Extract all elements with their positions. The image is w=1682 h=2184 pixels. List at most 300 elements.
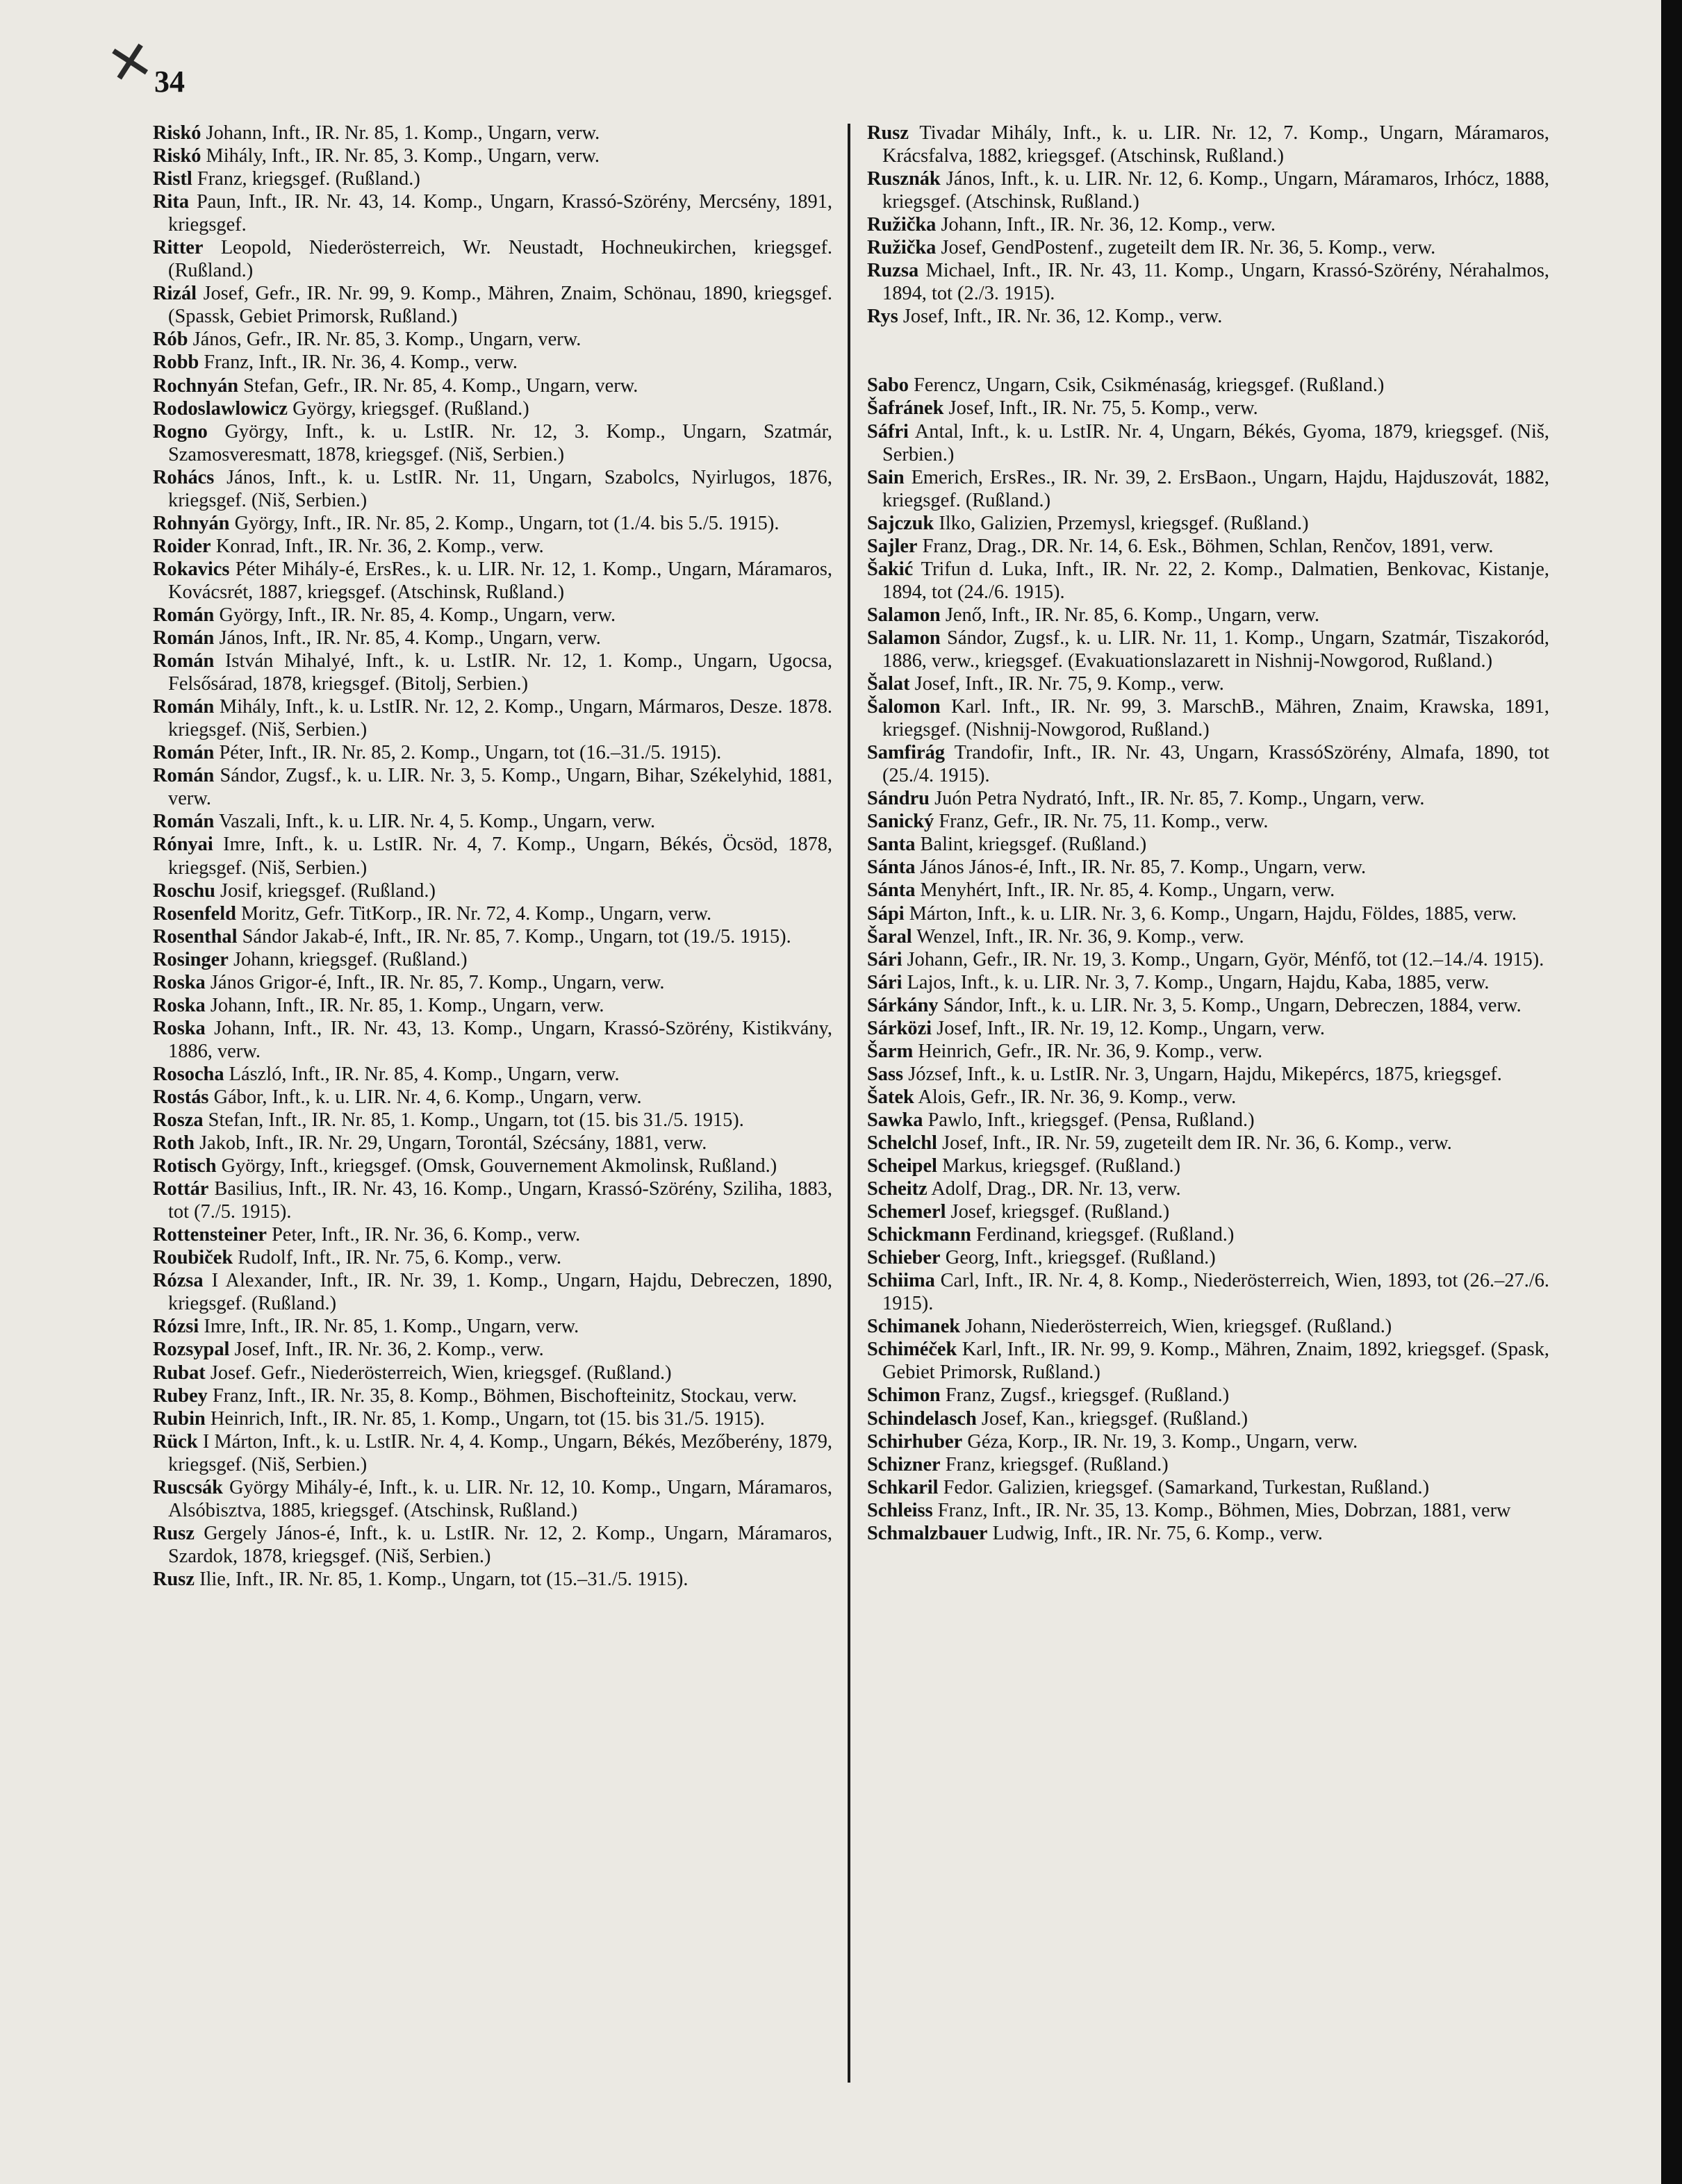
entry-surname: Rosza — [153, 1109, 204, 1132]
entry-surname: Rosenthal — [153, 925, 238, 948]
entry-surname: Robb — [153, 351, 199, 374]
entry-surname: Santa — [867, 834, 916, 856]
entry-details: Johann, kriegsgef. (Rußland.) — [233, 948, 468, 970]
entry-details: János, Inft., k. u. LIR. Nr. 12, 6. Komp., Ungarn, Máramaros, Irhócz, 1888, kriegsgef. (Atschinsk, Rußland.) — [882, 168, 1549, 213]
entry-details: Vaszali, Inft., k. u. LIR. Nr. 4, 5. Komp., Ungarn, verw. — [218, 811, 656, 833]
entry-surname: Ritter — [153, 237, 204, 259]
page-number: 34 — [154, 65, 185, 99]
register-entry — [867, 374, 1549, 397]
entry-surname: Sárközi — [867, 1017, 932, 1039]
register-entry — [867, 810, 1549, 833]
entry-surname: Rusz — [867, 122, 909, 144]
entry-surname: Riskó — [153, 145, 201, 167]
scan-edge — [1661, 0, 1682, 2184]
register-entry — [153, 167, 832, 190]
register-entry — [153, 1246, 832, 1269]
entry-surname: Ristl — [153, 168, 192, 190]
entry-surname: Schleiss — [867, 1499, 933, 1521]
entry-details: Stefan, Inft., IR. Nr. 85, 1. Komp., Ungarn, tot (15. bis 31./5. 1915). — [208, 1109, 744, 1132]
register-entry — [867, 1177, 1549, 1200]
register-entry — [867, 787, 1549, 810]
entry-details: Gábor, Inft., k. u. LIR. Nr. 4, 6. Komp., Ungarn, verw. — [213, 1086, 642, 1108]
entry-surname: Sári — [867, 971, 902, 993]
entry-surname: Rosocha — [153, 1063, 224, 1085]
entry-surname: Ruscsák — [153, 1476, 223, 1498]
register-entry — [867, 1086, 1549, 1109]
register-entry — [867, 167, 1549, 213]
entry-details: Géza, Korp., IR. Nr. 19, 3. Komp., Ungarn, verw. — [967, 1430, 1358, 1453]
entry-details: Imre, Inft., IR. Nr. 85, 1. Komp., Ungarn, verw. — [204, 1316, 579, 1338]
section-gap — [867, 328, 1549, 374]
entry-surname: Román — [153, 627, 215, 650]
entry-surname: Schizner — [867, 1453, 941, 1475]
entry-details: Gergely János-é, Inft., k. u. LstIR. Nr. 12, 2. Komp., Ungarn, Máramaros, Szardok, 1878, kriegsgef. (Niš, Serbien.) — [168, 1522, 832, 1567]
entry-surname: Roubiček — [153, 1247, 233, 1269]
entry-surname: Rusz — [153, 1568, 195, 1590]
entry-details: Josef. Gefr., Niederösterreich, Wien, kriegsgef. (Rußland.) — [210, 1362, 672, 1384]
register-entry — [153, 925, 832, 948]
register-entry — [153, 1384, 832, 1407]
entry-details: Josef, Inft., IR. Nr. 19, 12. Komp., Ungarn, verw. — [937, 1017, 1325, 1039]
entry-surname: Schmalzbauer — [867, 1522, 988, 1544]
entry-surname: Sajczuk — [867, 512, 934, 534]
entry-details: Adolf, Drag., DR. Nr. 13, verw. — [931, 1178, 1181, 1200]
entry-surname: Sáfri — [867, 420, 909, 442]
entry-details: Tivadar Mihály, Inft., k. u. LIR. Nr. 12, 7. Komp., Ungarn, Máramaros, Krácsfalva, 1882, kriegsgef. (Atschinsk, Rußland.) — [882, 122, 1549, 167]
entry-details: Johann, Inft., IR. Nr. 43, 13. Komp., Ungarn, Krassó-Szörény, Kistikvány, 1886, verw. — [168, 1017, 832, 1062]
right-column-r-entries — [867, 122, 1549, 328]
register-entry — [153, 236, 832, 282]
register-entry — [867, 604, 1549, 627]
entry-details: József, Inft., k. u. LstIR. Nr. 3, Ungarn, Hajdu, Mikepércs, 1875, kriegsgef. — [908, 1063, 1502, 1085]
register-entry — [867, 1453, 1549, 1476]
entry-details: Georg, Inft., kriegsgef. (Rußland.) — [945, 1247, 1216, 1269]
entry-details: Johann, Niederösterreich, Wien, kriegsgef. (Rußland.) — [965, 1316, 1392, 1338]
register-entry — [867, 1269, 1549, 1315]
entry-details: Johann, Inft., IR. Nr. 85, 1. Komp., Ungarn, verw. — [206, 122, 600, 144]
register-entry — [153, 1476, 832, 1522]
entry-surname: Rusz — [153, 1522, 195, 1544]
entry-details: Franz, Gefr., IR. Nr. 75, 11. Komp., verw. — [939, 811, 1269, 833]
entry-details: Josef, Inft., IR. Nr. 59, zugeteilt dem IR. Nr. 36, 6. Komp., verw. — [942, 1132, 1452, 1154]
entry-surname: Ružička — [867, 214, 937, 236]
entry-surname: Rubin — [153, 1407, 206, 1430]
entry-details: Josef, GendPostenf., zugeteilt dem IR. Nr. 36, 5. Komp., verw. — [941, 237, 1436, 259]
register-entry — [153, 328, 832, 351]
entry-details: Imre, Inft., k. u. LstIR. Nr. 4, 7. Komp., Ungarn, Békés, Öcsöd, 1878, kriegsgef. (Niš, Serbien.) — [168, 834, 832, 879]
entry-details: Trandofir, Inft., IR. Nr. 43, Ungarn, KrassóSzörény, Almafa, 1890, tot (25./4. 1915). — [882, 742, 1549, 787]
register-entry — [867, 305, 1549, 328]
entry-details: Wenzel, Inft., IR. Nr. 36, 9. Komp., verw. — [916, 925, 1244, 948]
entry-surname: Rubey — [153, 1384, 208, 1407]
entry-details: Leopold, Niederösterreich, Wr. Neustadt, Hochneukirchen, kriegsgef. (Rußland.) — [168, 237, 832, 282]
entry-details: Franz, Inft., IR. Nr. 36, 4. Komp., verw. — [204, 351, 518, 374]
entry-surname: Sawka — [867, 1109, 923, 1131]
entry-details: Fedor. Galizien, kriegsgef. (Samarkand, Turkestan, Rußland.) — [943, 1476, 1430, 1498]
entry-surname: Samfirág — [867, 742, 945, 764]
entry-surname: Scheipel — [867, 1155, 937, 1177]
entry-surname: Rosenfeld — [153, 902, 236, 925]
entry-details: György, Inft., IR. Nr. 85, 2. Komp., Ungarn, tot (1./4. bis 5./5. 1915). — [234, 512, 780, 534]
register-entry — [867, 236, 1549, 259]
entry-details: Markus, kriegsgef. (Rußland.) — [942, 1155, 1181, 1177]
entry-details: Ludwig, Inft., IR. Nr. 75, 6. Komp., verw. — [992, 1522, 1323, 1544]
entry-details: Mihály, Inft., k. u. LstIR. Nr. 12, 2. Komp., Ungarn, Mármaros, Desze. 1878. kriegsgef. (Niš, Serbien.) — [168, 696, 832, 741]
register-entry — [153, 1063, 832, 1086]
entry-details: Jenő, Inft., IR. Nr. 85, 6. Komp., Ungarn, verw. — [945, 604, 1320, 626]
entry-surname: Sass — [867, 1063, 904, 1085]
register-entry — [153, 650, 832, 695]
entry-details: Franz, Drag., DR. Nr. 14, 6. Esk., Böhmen, Schlan, Renčov, 1891, verw. — [922, 535, 1494, 557]
register-entry — [153, 1568, 832, 1591]
register-entry — [153, 1223, 832, 1246]
entry-surname: Roska — [153, 994, 206, 1016]
register-entry — [153, 1407, 832, 1430]
entry-surname: Šalat — [867, 673, 910, 695]
register-entry — [153, 879, 832, 902]
register-entry — [153, 764, 832, 810]
entry-details: Peter, Inft., IR. Nr. 36, 6. Komp., verw. — [272, 1224, 581, 1246]
register-entry — [867, 1132, 1549, 1155]
entry-details: Pawlo, Inft., kriegsgef. (Pensa, Rußland.) — [927, 1109, 1255, 1131]
entry-surname: Rostás — [153, 1086, 209, 1108]
entry-surname: Román — [153, 811, 215, 833]
entry-details: Josef, Gefr., IR. Nr. 99, 9. Komp., Mähren, Znaim, Schönau, 1890, kriegsgef. (Spassk, Gebiet Primorsk, Rußland.) — [168, 283, 832, 328]
register-entry — [867, 1384, 1549, 1407]
entry-details: János, Inft., IR. Nr. 85, 4. Komp., Ungarn, verw. — [219, 627, 601, 650]
entry-surname: Ruzsa — [867, 260, 919, 282]
entry-surname: Rohnyán — [153, 512, 230, 534]
register-entry — [867, 213, 1549, 236]
register-entry — [867, 1063, 1549, 1086]
entry-details: Franz, Inft., IR. Nr. 35, 13. Komp., Böhmen, Mies, Dobrzan, 1881, verw — [937, 1499, 1511, 1521]
entry-surname: Šatek — [867, 1086, 914, 1108]
entry-details: Antal, Inft., k. u. LstIR. Nr. 4, Ungarn, Békés, Gyoma, 1879, kriegsgef. (Niš, Serbien.) — [882, 420, 1549, 465]
entry-surname: Rottár — [153, 1178, 209, 1200]
left-column — [153, 122, 832, 1591]
register-entry — [153, 122, 832, 144]
register-entry — [867, 627, 1549, 672]
entry-surname: Sápi — [867, 902, 905, 925]
entry-surname: Schickmann — [867, 1224, 971, 1246]
register-entry — [153, 190, 832, 236]
entry-surname: Šafránek — [867, 397, 944, 420]
register-entry — [867, 1109, 1549, 1132]
register-entry — [153, 627, 832, 650]
entry-details: Karl, Inft., IR. Nr. 99, 9. Komp., Mähren, Znaim, 1892, kriegsgef. (Spask, Gebiet Primorsk, Rußland.) — [882, 1339, 1549, 1384]
register-entry — [867, 948, 1549, 971]
entry-surname: Rohács — [153, 466, 215, 488]
entry-surname: Sajler — [867, 535, 918, 557]
register-entry — [153, 1132, 832, 1155]
entry-details: János Grigor-é, Inft., IR. Nr. 85, 7. Komp., Ungarn, verw. — [210, 971, 665, 993]
register-entry — [153, 1430, 832, 1476]
register-entry — [867, 994, 1549, 1017]
register-entry — [867, 1040, 1549, 1063]
entry-surname: Schemerl — [867, 1201, 946, 1223]
entry-surname: Šalomon — [867, 696, 941, 718]
register-entry — [867, 672, 1549, 695]
register-entry — [867, 902, 1549, 925]
entry-surname: Sándru — [867, 788, 930, 810]
register-entry — [867, 695, 1549, 741]
entry-surname: Schieber — [867, 1247, 941, 1269]
entry-details: Alois, Gefr., IR. Nr. 36, 9. Komp., verw. — [918, 1086, 1237, 1108]
entry-details: Josef, Inft., IR. Nr. 75, 5. Komp., verw. — [948, 397, 1258, 420]
register-entry — [867, 1155, 1549, 1177]
entry-surname: Rück — [153, 1430, 198, 1453]
entry-details: Heinrich, Inft., IR. Nr. 85, 1. Komp., Ungarn, tot (15. bis 31./5. 1915). — [210, 1407, 765, 1430]
entry-details: Emerich, ErsRes., IR. Nr. 39, 2. ErsBaon., Ungarn, Hajdu, Hajduszovát, 1882, kriegsgef. (Rußland.) — [882, 466, 1549, 511]
entry-surname: Šarm — [867, 1040, 914, 1062]
register-entry — [153, 1269, 832, 1315]
entry-surname: Rokavics — [153, 558, 230, 580]
entry-surname: Román — [153, 742, 215, 764]
entry-surname: Rusznák — [867, 168, 941, 190]
entry-surname: Sánta — [867, 879, 916, 902]
register-entry — [867, 971, 1549, 994]
entry-details: Paun, Inft., IR. Nr. 43, 14. Komp., Ungarn, Krassó-Szörény, Mercsény, 1891, kriegsgef. — [168, 191, 832, 236]
register-entry — [153, 1109, 832, 1132]
register-entry — [153, 282, 832, 328]
entry-surname: Rubat — [153, 1362, 206, 1384]
register-entry — [867, 466, 1549, 512]
register-entry — [153, 1017, 832, 1063]
entry-details: Franz, kriegsgef. (Rußland.) — [945, 1453, 1169, 1475]
entry-details: Josef, kriegsgef. (Rußland.) — [950, 1201, 1170, 1223]
entry-details: Franz, Zugsf., kriegsgef. (Rußland.) — [945, 1384, 1230, 1407]
entry-surname: Schirhuber — [867, 1430, 963, 1453]
entry-details: Péter, Inft., IR. Nr. 85, 2. Komp., Ungarn, tot (16.–31./5. 1915). — [219, 742, 722, 764]
entry-details: Jakob, Inft., IR. Nr. 29, Ungarn, Torontál, Szécsány, 1881, verw. — [199, 1132, 707, 1155]
entry-details: Sándor, Zugsf., k. u. LIR. Nr. 3, 5. Komp., Ungarn, Bihar, Székelyhid, 1881, verw. — [168, 765, 832, 810]
register-entry — [867, 1499, 1549, 1522]
entry-surname: Rónyai — [153, 834, 213, 856]
register-entry — [867, 259, 1549, 305]
register-entry — [867, 1223, 1549, 1246]
entry-details: Sándor, Zugsf., k. u. LIR. Nr. 11, 1. Komp., Ungarn, Szatmár, Tiszakoród, 1886, verw., kriegsgef. (Evakuationslazarett in Nishnij-Nowgorod, Rußland.) — [882, 627, 1549, 672]
entry-details: János János-é, Inft., IR. Nr. 85, 7. Komp., Ungarn, verw. — [920, 857, 1367, 879]
register-entry — [153, 741, 832, 764]
register-entry — [867, 1430, 1549, 1453]
register-entry — [153, 466, 832, 512]
entry-details: Josef, Inft., IR. Nr. 36, 12. Komp., verw. — [902, 306, 1223, 328]
register-entry — [867, 1246, 1549, 1269]
entry-surname: Salamon — [867, 604, 941, 626]
register-entry — [867, 1407, 1549, 1430]
entry-surname: Román — [153, 650, 215, 672]
register-entry — [153, 1362, 832, 1384]
entry-details: Rudolf, Inft., IR. Nr. 75, 6. Komp., verw. — [238, 1247, 562, 1269]
entry-details: Josef, Inft., IR. Nr. 75, 9. Komp., verw. — [914, 673, 1224, 695]
entry-details: Josef, Inft., IR. Nr. 36, 2. Komp., verw. — [234, 1339, 544, 1361]
entry-surname: Rys — [867, 306, 898, 328]
entry-details: Josef, Kan., kriegsgef. (Rußland.) — [981, 1407, 1248, 1430]
register-entry — [867, 420, 1549, 466]
entry-details: Péter Mihály-é, ErsRes., k. u. LIR. Nr. 12, 1. Komp., Ungarn, Máramaros, Kovácsrét, 1887, kriegsgef. (Atschinsk, Rußland.) — [168, 558, 832, 603]
entry-details: I Márton, Inft., k. u. LstIR. Nr. 4, 4. Komp., Ungarn, Békés, Mezőberény, 1879, kriegsgef. (Niš, Serbien.) — [168, 1430, 832, 1475]
entry-surname: Sárkány — [867, 994, 939, 1016]
register-entry — [867, 925, 1549, 948]
entry-surname: Ružička — [867, 237, 937, 259]
entry-surname: Román — [153, 696, 215, 718]
entry-details: Ferdinand, kriegsgef. (Rußland.) — [976, 1224, 1235, 1246]
entry-details: Juón Petra Nydrató, Inft., IR. Nr. 85, 7. Komp., Ungarn, verw. — [934, 788, 1425, 810]
entry-surname: Sári — [867, 948, 902, 970]
register-entry — [153, 948, 832, 971]
entry-surname: Rita — [153, 191, 190, 213]
entry-details: Moritz, Gefr. TitKorp., IR. Nr. 72, 4. Komp., Ungarn, verw. — [240, 902, 712, 925]
entry-surname: Roider — [153, 535, 211, 557]
column-divider — [848, 124, 850, 2083]
entry-surname: Sain — [867, 466, 905, 488]
register-entry — [867, 1522, 1549, 1545]
entry-details: Konrad, Inft., IR. Nr. 36, 2. Komp., verw. — [215, 535, 544, 557]
entry-surname: Rózsi — [153, 1316, 199, 1338]
entry-surname: Rogno — [153, 420, 208, 442]
entry-details: Johann, Inft., IR. Nr. 85, 1. Komp., Ungarn, verw. — [210, 994, 604, 1016]
entry-surname: Rotisch — [153, 1155, 217, 1177]
register-entry — [153, 397, 832, 420]
entry-details: Karl. Inft., IR. Nr. 99, 3. MarschB., Mähren, Znaim, Krawska, 1891, kriegsgef. (Nishnij-Nowgorod, Rußland.) — [882, 696, 1549, 741]
register-entry — [153, 351, 832, 374]
register-entry — [153, 695, 832, 741]
entry-surname: Sánta — [867, 857, 916, 879]
register-entry — [867, 1476, 1549, 1499]
entry-surname: Roska — [153, 971, 206, 993]
entry-details: Lajos, Inft., k. u. LIR. Nr. 3, 7. Komp., Ungarn, Hajdu, Kaba, 1885, verw. — [907, 971, 1490, 993]
entry-details: György, kriegsgef. (Rußland.) — [292, 397, 529, 420]
entry-surname: Schimanek — [867, 1316, 961, 1338]
register-entry — [867, 1017, 1549, 1040]
entry-details: László, Inft., IR. Nr. 85, 4. Komp., Ungarn, verw. — [229, 1063, 620, 1085]
register-entry — [867, 879, 1549, 902]
entry-details: Johann, Gefr., IR. Nr. 19, 3. Komp., Ungarn, Györ, Ménfő, tot (12.–14./4. 1915). — [907, 948, 1544, 970]
entry-surname: Roth — [153, 1132, 195, 1155]
entry-surname: Schiima — [867, 1270, 935, 1292]
register-entry — [153, 994, 832, 1017]
entry-surname: Šakić — [867, 558, 914, 580]
register-entry — [153, 971, 832, 994]
entry-surname: Rochnyán — [153, 374, 239, 397]
entry-details: Ilko, Galizien, Przemysl, kriegsgef. (Rußland.) — [939, 512, 1309, 534]
register-entry — [153, 1315, 832, 1338]
entry-surname: Román — [153, 604, 215, 626]
entry-surname: Schkaril — [867, 1476, 939, 1498]
right-column-s-entries — [867, 374, 1549, 1544]
entry-surname: Rób — [153, 329, 188, 351]
register-entry — [153, 833, 832, 879]
entry-details: Sándor Jakab-é, Inft., IR. Nr. 85, 7. Komp., Ungarn, tot (19./5. 1915). — [242, 925, 791, 948]
entry-details: György, Inft., IR. Nr. 85, 4. Komp., Ungarn, verw. — [219, 604, 616, 626]
register-entry — [867, 1200, 1549, 1223]
register-entry — [867, 741, 1549, 787]
entry-surname: Rosinger — [153, 948, 229, 970]
entry-details: János, Gefr., IR. Nr. 85, 3. Komp., Ungarn, verw. — [192, 329, 582, 351]
entry-details: Franz, kriegsgef. (Rußland.) — [197, 168, 420, 190]
entry-surname: Schindelasch — [867, 1407, 977, 1430]
entry-details: Mihály, Inft., IR. Nr. 85, 3. Komp., Ungarn, verw. — [206, 145, 600, 167]
entry-surname: Rottensteiner — [153, 1224, 267, 1246]
register-entry — [153, 810, 832, 833]
register-entry — [153, 1155, 832, 1177]
register-entry — [153, 1338, 832, 1361]
register-entry — [153, 1086, 832, 1109]
entry-details: Trifun d. Luka, Inft., IR. Nr. 22, 2. Komp., Dalmatien, Benkovac, Kistanje, 1894, tot (24./6. 1915). — [882, 558, 1549, 603]
entry-surname: Sanický — [867, 811, 934, 833]
register-entry — [153, 374, 832, 397]
entry-details: Menyhért, Inft., IR. Nr. 85, 4. Komp., Ungarn, verw. — [920, 879, 1335, 902]
entry-surname: Rozsypal — [153, 1339, 230, 1361]
register-entry — [153, 420, 832, 466]
entry-details: Márton, Inft., k. u. LIR. Nr. 3, 6. Komp., Ungarn, Hajdu, Földes, 1885, verw. — [909, 902, 1517, 925]
register-entry — [153, 902, 832, 925]
register-entry — [867, 1338, 1549, 1384]
register-entry — [153, 144, 832, 167]
entry-details: György Mihály-é, Inft., k. u. LIR. Nr. 12, 10. Komp., Ungarn, Máramaros, Alsóbisztva, 1885, kriegsgef. (Atschinsk, Rußland.) — [168, 1476, 832, 1521]
entry-details: Balint, kriegsgef. (Rußland.) — [920, 834, 1147, 856]
register-entry — [867, 122, 1549, 167]
entry-details: Johann, Inft., IR. Nr. 36, 12. Komp., verw. — [941, 214, 1276, 236]
register-entry — [153, 512, 832, 535]
entry-surname: Roska — [153, 1017, 206, 1039]
entry-details: István Mihalyé, Inft., k. u. LstIR. Nr. 12, 1. Komp., Ungarn, Ugocsa, Felsősárad, 1878, kriegsgef. (Bitolj, Serbien.) — [168, 650, 832, 695]
entry-details: Basilius, Inft., IR. Nr. 43, 16. Komp., Ungarn, Krassó-Szörény, Sziliha, 1883, tot (7./5. 1915). — [168, 1178, 832, 1223]
register-entry — [867, 833, 1549, 856]
register-entry — [153, 535, 832, 558]
entry-surname: Riskó — [153, 122, 201, 144]
entry-surname: Román — [153, 765, 215, 787]
register-entry — [867, 856, 1549, 879]
entry-details: Stefan, Gefr., IR. Nr. 85, 4. Komp., Ungarn, verw. — [243, 374, 638, 397]
handwritten-cross-mark: ✕ — [101, 28, 159, 97]
entry-surname: Rodoslawlowicz — [153, 397, 288, 420]
entry-details: János, Inft., k. u. LstIR. Nr. 11, Ungarn, Szabolcs, Nyirlugos, 1876, kriegsgef. (Niš, Serbien.) — [168, 466, 832, 511]
entry-surname: Roschu — [153, 879, 215, 902]
entry-details: Carl, Inft., IR. Nr. 4, 8. Komp., Niederösterreich, Wien, 1893, tot (26.–27./6. 1915). — [882, 1270, 1549, 1315]
register-entry — [153, 558, 832, 604]
entry-surname: Rózsa — [153, 1270, 204, 1292]
register-entry — [153, 1522, 832, 1568]
entry-details: Michael, Inft., IR. Nr. 43, 11. Komp., Ungarn, Krassó-Szörény, Nérahalmos, 1894, tot (2./3. 1915). — [882, 260, 1549, 305]
register-entry — [867, 512, 1549, 535]
entry-surname: Schimon — [867, 1384, 941, 1407]
entry-details: Ferencz, Ungarn, Csik, Csikménaság, kriegsgef. (Rußland.) — [914, 374, 1385, 397]
entry-details: Ilie, Inft., IR. Nr. 85, 1. Komp., Ungarn, tot (15.–31./5. 1915). — [199, 1568, 689, 1590]
entry-surname: Scheitz — [867, 1178, 927, 1200]
entry-details: Josif, kriegsgef. (Rußland.) — [220, 879, 436, 902]
entry-details: Franz, Inft., IR. Nr. 35, 8. Komp., Böhmen, Bischofteinitz, Stockau, verw. — [213, 1384, 798, 1407]
right-column — [867, 122, 1549, 1545]
entry-surname: Šaral — [867, 925, 912, 948]
entry-details: György, Inft., kriegsgef. (Omsk, Gouvernement Akmolinsk, Rußland.) — [221, 1155, 777, 1177]
register-entry — [867, 1315, 1549, 1338]
entry-surname: Schelchl — [867, 1132, 937, 1154]
register-entry — [867, 558, 1549, 604]
entry-details: Sándor, Inft., k. u. LIR. Nr. 3, 5. Komp., Ungarn, Debreczen, 1884, verw. — [943, 994, 1522, 1016]
entry-details: György, Inft., k. u. LstIR. Nr. 12, 3. Komp., Ungarn, Szatmár, Szamosveresmatt, 1878, kriegsgef. (Niš, Serbien.) — [168, 420, 832, 465]
register-entry — [867, 535, 1549, 558]
entry-details: Heinrich, Gefr., IR. Nr. 36, 9. Komp., verw. — [918, 1040, 1263, 1062]
entry-surname: Rizál — [153, 283, 197, 305]
entry-surname: Schiméček — [867, 1339, 957, 1361]
entry-surname: Sabo — [867, 374, 909, 397]
register-entry — [153, 604, 832, 627]
register-entry — [153, 1177, 832, 1223]
register-entry — [867, 397, 1549, 420]
entry-surname: Salamon — [867, 627, 941, 649]
entry-details: I Alexander, Inft., IR. Nr. 39, 1. Komp., Ungarn, Hajdu, Debreczen, 1890, kriegsgef. (Rußland.) — [168, 1270, 832, 1315]
